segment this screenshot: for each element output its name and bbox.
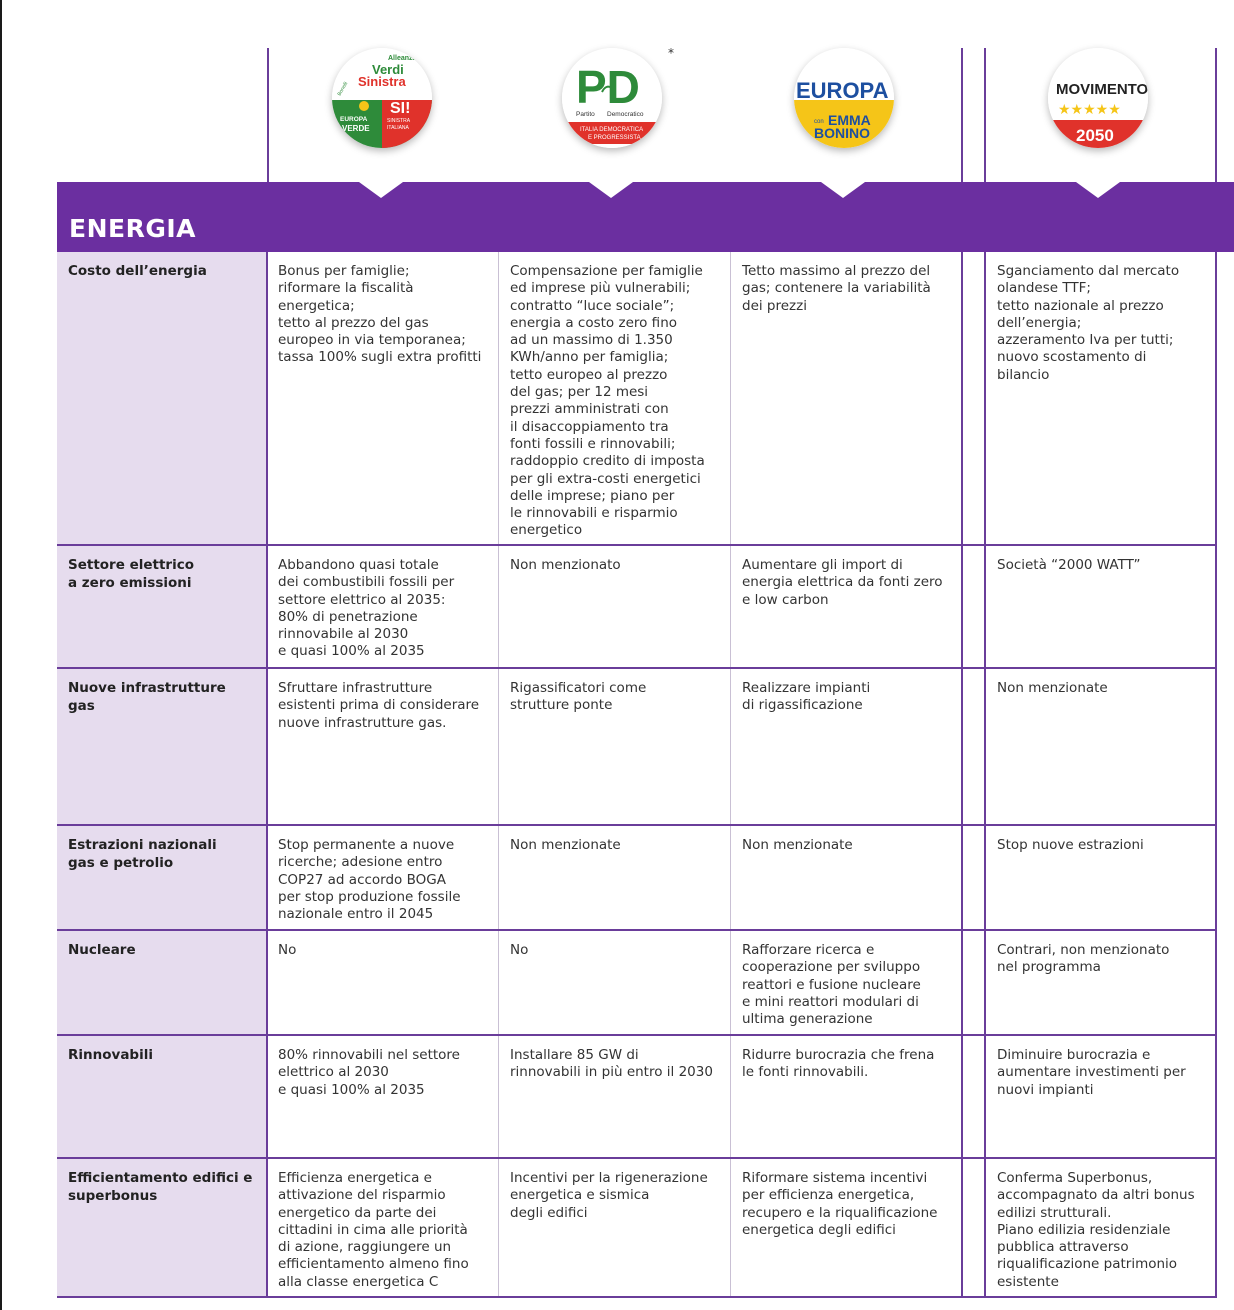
table-cell: Incentivi per la rigenerazione energetica e sismica degli edifici — [510, 1170, 708, 1221]
table-cell: Non menzionate — [997, 680, 1108, 696]
row-label-cell — [57, 826, 267, 931]
avs-logo-line-5: VERDE — [342, 124, 370, 133]
table-cell: Conferma Superbonus, accompagnato da altri bonus edilizi strutturali. Piano edilizia residenziale pubblica attraverso riqualificazione patrimonio esistente — [997, 1170, 1195, 1290]
table-cell: Stop permanente a nuove ricerche; adesione entro COP27 ad accordo BOGA per stop produzione fossile nazionale entro il 2045 — [278, 837, 461, 923]
europa-logo-name-1: EMMA — [828, 112, 871, 128]
table-cell: Non menzionato — [510, 557, 621, 573]
row-divider — [57, 667, 1217, 669]
table-row — [57, 669, 1217, 826]
row-label-cell — [57, 1159, 267, 1298]
row-label: Nucleare — [68, 942, 136, 958]
table-cell: Ridurre burocrazia che frena le fonti rinnovabili. — [742, 1047, 935, 1081]
logo-column-divider — [267, 48, 269, 182]
row-divider — [57, 824, 1217, 826]
section-band — [57, 182, 1234, 252]
table-cell: Efficienza energetica e attivazione del risparmio energetico da parte dei cittadini in cima alle priorità di azione, raggiungere un efficientamento almeno fino alla classe energetica C — [278, 1170, 469, 1290]
table-cell: Rigassificatori come strutture ponte — [510, 680, 647, 714]
table-cell: Riformare sistema incentivi per efficienza energetica, recupero e la riqualificazione energetica degli edifici — [742, 1170, 938, 1238]
table-cell: Stop nuove estrazioni — [997, 837, 1144, 853]
avs-party-logo — [332, 48, 432, 148]
pd-party-logo — [562, 48, 662, 148]
table-row — [57, 1036, 1217, 1159]
band-notch — [1076, 182, 1120, 198]
table-row — [57, 1159, 1217, 1298]
logo-column-divider — [1215, 48, 1217, 182]
table-cell: Rafforzare ricerca e cooperazione per sviluppo reattori e fusione nucleare e mini reattori modulari di ultima generazione — [742, 942, 921, 1028]
column-divider — [730, 252, 731, 1298]
pd-logo-mark: PD — [576, 61, 640, 113]
pd-asterisk: * — [668, 46, 674, 60]
avs-logo-line-4: EUROPA — [340, 116, 368, 123]
pd-logo-name-1: Partito — [576, 111, 595, 118]
table-cell: Compensazione per famiglie ed imprese più vulnerabili; contratto “luce sociale”; energia a costo zero fino ad un massimo di 1.350 KWh/anno per famiglia; tetto europeo al prezzo del gas; per 12 mesi prezzi amministrati con il disaccoppiamento tra fonti fossili e rinnovabili; raddoppio credito di imposta per gli extra-costi energetici delle imprese; piano per le rinnovabili e risparmio energetico — [510, 263, 705, 539]
m5s-logo-stars: ★★★★★ — [1058, 102, 1121, 118]
row-label: Estrazioni nazionali gas e petrolio — [68, 837, 217, 871]
row-divider — [57, 929, 1217, 931]
column-divider — [266, 252, 268, 1298]
avs-logo-line-6: SINISTRA — [387, 118, 411, 124]
row-label-cell — [57, 252, 267, 546]
row-divider — [57, 1157, 1217, 1159]
row-label: Efficientamento edifici e superbonus — [68, 1170, 253, 1204]
row-divider — [57, 1034, 1217, 1036]
table-row — [57, 252, 1217, 546]
table-cell: Aumentare gli import di energia elettrica da fonti zero e low carbon — [742, 557, 943, 608]
table-row — [57, 931, 1217, 1036]
avs-logo-line-3: Sinistra — [358, 74, 406, 89]
m5s-logo-year: 2050 — [1076, 126, 1114, 145]
table-cell: Installare 85 GW di rinnovabili in più entro il 2030 — [510, 1047, 713, 1081]
section-title: ENERGIA — [69, 214, 196, 243]
table-cell: Non menzionate — [742, 837, 853, 853]
column-divider — [984, 252, 986, 1298]
table-cell: Realizzare impianti di rigassificazione — [742, 680, 871, 714]
row-divider — [57, 544, 1217, 546]
europa-logo-name-2: BONINO — [814, 125, 870, 141]
table-cell: Società “2000 WATT” — [997, 557, 1141, 573]
table-cell: Sfruttare infrastrutture esistenti prima di considerare nuove infrastrutture gas. — [278, 680, 480, 731]
avs-logo-line-9: Bonelli — [336, 80, 350, 97]
band-notch — [589, 182, 633, 198]
logo-column-divider — [961, 48, 963, 182]
avs-logo-line-2: Verdi — [372, 62, 404, 77]
pd-logo-sub-1: ITALIA DEMOCRATICA — [580, 127, 644, 133]
europa-logo-sub: con — [814, 119, 824, 125]
europa-logo-mark: EUROPA — [796, 78, 889, 103]
m5s-logo-mark: MOVIMENTO — [1056, 81, 1148, 98]
row-label: Settore elettrico a zero emissioni — [68, 557, 194, 591]
avs-logo-line-8: SI! — [390, 100, 411, 117]
column-gap — [963, 252, 985, 1298]
table-row — [57, 826, 1217, 931]
logo-column-divider — [984, 48, 986, 182]
europa-party-logo — [794, 48, 894, 148]
table-cell: No — [278, 942, 297, 958]
column-divider — [961, 252, 963, 1298]
table-cell: Non menzionate — [510, 837, 621, 853]
m5s-party-logo — [1048, 48, 1148, 148]
row-label-cell — [57, 669, 267, 826]
pd-logo-name-2: Democratico — [607, 111, 644, 118]
row-label: Costo dell’energia — [68, 263, 207, 279]
column-divider — [1215, 252, 1217, 1298]
table-cell: Sganciamento dal mercato olandese TTF; tetto nazionale al prezzo dell’energia; azzeramento Iva per tutti; nuovo scostamento di bilancio — [997, 263, 1180, 383]
band-notch — [821, 182, 865, 198]
band-notch — [359, 182, 403, 198]
table-row — [57, 546, 1217, 669]
page-edge — [0, 0, 2, 1310]
table-cell: Diminuire burocrazia e aumentare investimenti per nuovi impianti — [997, 1047, 1186, 1098]
table-cell: 80% rinnovabili nel settore elettrico al 2030 e quasi 100% al 2035 — [278, 1047, 460, 1098]
party-logos-header — [0, 0, 1234, 182]
table-cell: No — [510, 942, 529, 958]
table-cell: Tetto massimo al prezzo del gas; contenere la variabilità dei prezzi — [742, 263, 931, 314]
table-cell: Abbandono quasi totale dei combustibili fossili per settore elettrico al 2035: 80% di penetrazione rinnovabile al 2030 e quasi 100% al 2035 — [278, 557, 455, 660]
row-label-cell — [57, 1036, 267, 1159]
row-label: Nuove infrastrutture gas — [68, 680, 226, 714]
avs-logo-line-7: ITALIANA — [387, 125, 409, 131]
row-divider — [57, 1296, 1217, 1298]
row-label-cell — [57, 931, 267, 1036]
avs-logo-line-1: Alleanza — [388, 55, 417, 62]
table-cell: Bonus per famiglie; riformare la fiscalità energetica; tetto al prezzo del gas europeo in via temporanea; tassa 100% sugli extra profitti — [278, 263, 482, 366]
row-label: Rinnovabili — [68, 1047, 153, 1063]
table-cell: Contrari, non menzionato nel programma — [997, 942, 1170, 976]
pd-logo-sub-2: E PROGRESSISTA — [588, 135, 641, 141]
row-label-cell — [57, 546, 267, 669]
column-divider — [498, 252, 499, 1298]
